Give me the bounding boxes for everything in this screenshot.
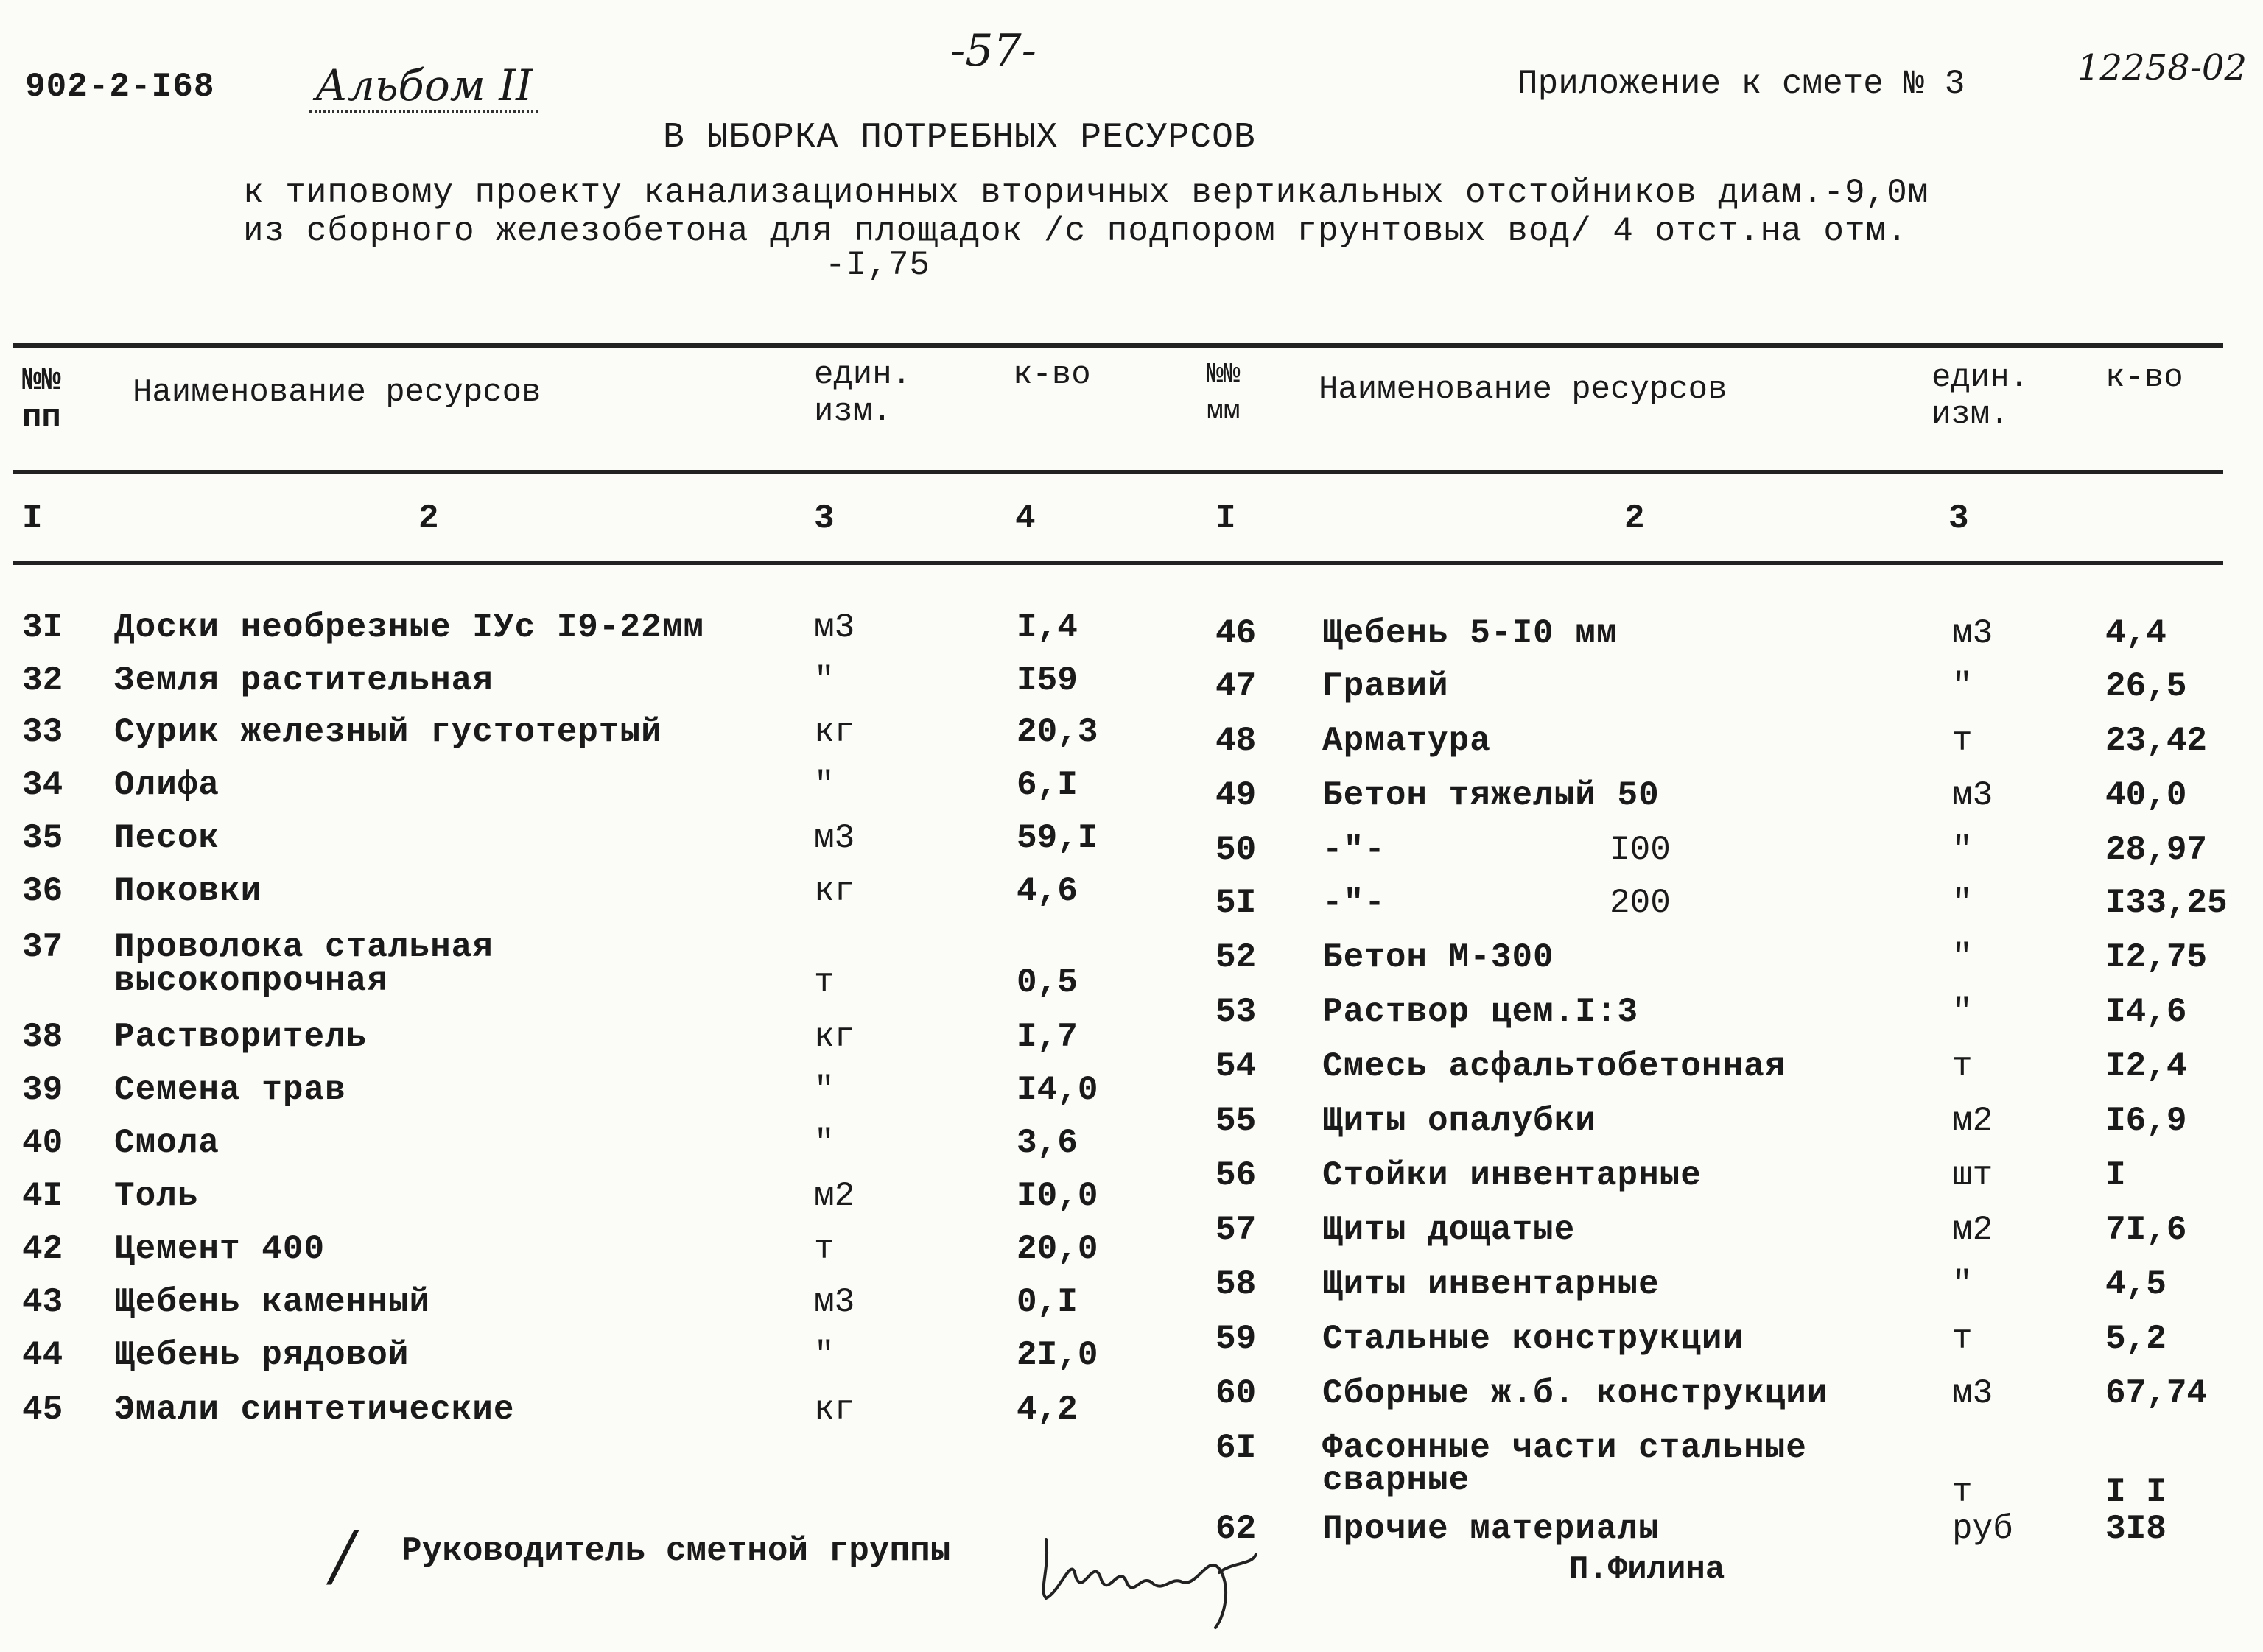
table-row-name: Щебень каменный (114, 1283, 431, 1321)
table-row-unit: т (1952, 1473, 1973, 1511)
col-header-qty-left: к-во (1013, 356, 1091, 393)
table-row-number: 43 (22, 1283, 63, 1321)
table-row-number: 59 (1215, 1320, 1257, 1358)
table-row-name: Фасонные части стальные (1322, 1429, 1807, 1467)
table-row-unit: м2 (1952, 1211, 1993, 1249)
table-row-number: 40 (22, 1124, 63, 1162)
col-header-num-left: №№ пп (22, 362, 61, 436)
colnum-1: I (22, 499, 43, 538)
table-row-number: 53 (1215, 993, 1257, 1031)
table-row-quantity: 67,74 (2105, 1374, 2208, 1413)
table-row-name: Земля растительная (114, 661, 494, 700)
table-row-number: 58 (1215, 1265, 1257, 1304)
table-row-number: 60 (1215, 1374, 1257, 1413)
colnum-3: 3 (814, 499, 835, 538)
table-row-number: 48 (1215, 722, 1257, 760)
table-row-name: Щебень рядовой (114, 1336, 410, 1374)
table-row-grade: 200 (1610, 884, 1671, 922)
table-row-name: Раствор цем.I:3 (1322, 993, 1639, 1031)
table-row-quantity: I,7 (1017, 1018, 1078, 1056)
table-row-unit: м3 (1952, 614, 1993, 653)
document-number: 12258-02 (2077, 47, 2247, 88)
table-row-quantity: 59,I (1017, 819, 1098, 857)
document-title: В ЫБОРКА ПОТРЕБНЫХ РЕСУРСОВ (663, 118, 1256, 158)
table-row-number: 37 (22, 928, 63, 966)
table-row-name: Сурик железный густотертый (114, 713, 662, 751)
table-row-name: Щебень 5-I0 мм (1322, 614, 1618, 653)
table-row-number: 32 (22, 661, 63, 700)
table-row-quantity: I33,25 (2105, 884, 2228, 922)
table-row-name: Стальные конструкции (1322, 1320, 1744, 1358)
table-row-unit: шт (1952, 1156, 1993, 1195)
col-header-qty-right: к-во (2105, 359, 2183, 396)
table-row-quantity: I6,9 (2105, 1102, 2187, 1140)
col-header-num-right: №№ мм (1207, 359, 1241, 427)
table-row-quantity: 40,0 (2105, 776, 2187, 815)
table-row-unit: т (1952, 1320, 1973, 1358)
table-row-number: 4I (22, 1177, 63, 1215)
table-row-quantity: 6,I (1017, 766, 1078, 804)
table-row-quantity: I4,6 (2105, 993, 2187, 1031)
table-row-quantity: I0,0 (1017, 1177, 1098, 1215)
table-row-unit: м3 (814, 1283, 855, 1321)
table-row-quantity: 26,5 (2105, 667, 2187, 706)
table-row-quantity: 4,2 (1017, 1391, 1078, 1429)
subtitle-line-3: -I,75 (825, 246, 931, 284)
table-row-quantity: I4,0 (1017, 1071, 1098, 1109)
table-row-name: Щиты дощатые (1322, 1211, 1576, 1249)
table-row-quantity: 28,97 (2105, 831, 2208, 869)
table-row-name: Доски необрезные IУс I9-22мм (114, 608, 704, 647)
table-row-number: 62 (1215, 1510, 1257, 1548)
table-row-number: 38 (22, 1018, 63, 1056)
colnum-5: I (1215, 499, 1236, 538)
table-row-number: 46 (1215, 614, 1257, 653)
table-row-number: 49 (1215, 776, 1257, 815)
table-top-rule (13, 343, 2223, 348)
table-row-number: 35 (22, 819, 63, 857)
subtitle-line-2: из сборного железобетона для площадок /с подпором грунтовых вод/ 4 отст.на отм. (243, 212, 1908, 250)
signature-label: Руководитель сметной группы (401, 1532, 951, 1570)
table-row-unit: кг (814, 1018, 855, 1056)
table-row-number: 55 (1215, 1102, 1257, 1140)
table-row-name: Стойки инвентарные (1322, 1156, 1702, 1195)
table-row-quantity: 20,3 (1017, 713, 1098, 751)
table-row-name: Растворитель (114, 1018, 368, 1056)
table-row-unit: м3 (1952, 776, 1993, 815)
table-row-name-continued: высокопрочная (114, 962, 388, 1000)
col-header-unit-left: един. изм. (814, 356, 912, 430)
table-row-unit: кг (814, 872, 855, 910)
table-row-unit: т (814, 963, 835, 1002)
table-row-unit: " (814, 661, 835, 700)
table-row-unit: " (1952, 667, 1973, 706)
table-row-name: Бетон тяжелый 50 (1322, 776, 1660, 815)
table-row-quantity: I59 (1017, 661, 1078, 700)
subtitle-line-1: к типовому проекту канализационных вторичных вертикальных отстойников диам.-9,0м (243, 174, 1929, 212)
table-row-quantity: I,4 (1017, 608, 1078, 647)
table-row-name: Семена трав (114, 1071, 346, 1109)
table-header-rule (13, 470, 2223, 474)
table-row-unit: м2 (1952, 1102, 1993, 1140)
table-row-quantity: 7I,6 (2105, 1211, 2187, 1249)
page-number: -57- (950, 25, 1036, 77)
table-row-name: Арматура (1322, 722, 1491, 760)
table-row-number: 54 (1215, 1047, 1257, 1086)
table-row-name: Сборные ж.б. конструкции (1322, 1374, 1828, 1413)
table-row-quantity: 4,6 (1017, 872, 1078, 910)
table-row-quantity: I2,75 (2105, 938, 2208, 977)
table-row-name: Бетон М-300 (1322, 938, 1554, 977)
table-row-name: Проволока стальная (114, 928, 494, 966)
table-row-name-continued: сварные (1322, 1461, 1470, 1500)
table-row-unit: " (1952, 1265, 1973, 1304)
table-row-number: 34 (22, 766, 63, 804)
table-row-number: 52 (1215, 938, 1257, 977)
table-row-grade: I00 (1610, 831, 1671, 869)
table-row-unit: " (814, 1124, 835, 1162)
table-row-unit: " (1952, 938, 1973, 977)
col-header-name-right: Наименование ресурсов (1319, 371, 1727, 408)
col-header-unit-right: един. изм. (1932, 359, 2029, 433)
table-row-number: 44 (22, 1336, 63, 1374)
table-row-unit: " (1952, 884, 1973, 922)
table-row-number: 39 (22, 1071, 63, 1109)
table-row-name: Толь (114, 1177, 199, 1215)
colnum-7: 3 (1948, 499, 1969, 538)
table-row-unit: " (1952, 831, 1973, 869)
table-row-number: 56 (1215, 1156, 1257, 1195)
table-row-quantity: 5,2 (2105, 1320, 2166, 1358)
table-row-name: -"- (1322, 831, 1386, 869)
table-row-quantity: 4,4 (2105, 614, 2166, 653)
table-row-number: 50 (1215, 831, 1257, 869)
table-row-unit: руб (1952, 1510, 2013, 1548)
table-row-unit: " (814, 1336, 835, 1374)
table-row-number: 45 (22, 1391, 63, 1429)
table-row-number: 36 (22, 872, 63, 910)
signature-slash-mark: / (331, 1517, 354, 1595)
table-row-name: Смесь асфальтобетонная (1322, 1047, 1786, 1086)
table-row-quantity: 3,6 (1017, 1124, 1078, 1162)
handwritten-signature (1031, 1510, 1274, 1635)
table-row-quantity: 23,42 (2105, 722, 2208, 760)
table-row-number: 42 (22, 1230, 63, 1268)
table-row-name: Гравий (1322, 667, 1449, 706)
signatory-name: П.Филина (1569, 1551, 1725, 1588)
table-row-quantity: 20,0 (1017, 1230, 1098, 1268)
table-row-number: 3I (22, 608, 63, 647)
table-row-quantity: 2I,0 (1017, 1336, 1098, 1374)
table-row-unit: " (814, 1071, 835, 1109)
document-code: 902-2-I68 (25, 68, 215, 106)
table-row-unit: м3 (1952, 1374, 1993, 1413)
table-row-quantity: 4,5 (2105, 1265, 2166, 1304)
table-row-unit: м3 (814, 608, 855, 647)
table-row-name: Цемент 400 (114, 1230, 326, 1268)
table-row-number: 6I (1215, 1429, 1257, 1467)
table-row-unit: м3 (814, 819, 855, 857)
table-row-unit: кг (814, 1391, 855, 1429)
table-row-name: Прочие материалы (1322, 1510, 1660, 1548)
table-row-number: 5I (1215, 884, 1257, 922)
table-row-number: 33 (22, 713, 63, 751)
table-row-quantity: I I (2105, 1473, 2166, 1511)
table-row-unit: кг (814, 713, 855, 751)
table-row-quantity: I (2105, 1156, 2126, 1195)
table-row-unit: м2 (814, 1177, 855, 1215)
table-row-unit: " (1952, 993, 1973, 1031)
table-row-name: Эмали синтетические (114, 1391, 515, 1429)
col-header-name-left: Наименование ресурсов (133, 374, 541, 411)
table-row-name: Смола (114, 1124, 220, 1162)
table-row-unit: т (1952, 722, 1973, 760)
table-row-unit: т (814, 1230, 835, 1268)
table-row-name: Песок (114, 819, 220, 857)
table-row-unit: т (1952, 1047, 1973, 1086)
table-row-name: Олифа (114, 766, 220, 804)
table-row-number: 47 (1215, 667, 1257, 706)
table-row-quantity: 0,I (1017, 1283, 1078, 1321)
album-label: Альбом II (309, 60, 538, 113)
table-row-quantity: I2,4 (2105, 1047, 2187, 1086)
table-row-quantity: 3I8 (2105, 1510, 2166, 1548)
table-row-quantity: 0,5 (1017, 963, 1078, 1002)
table-row-unit: " (814, 766, 835, 804)
table-colnum-rule (13, 561, 2223, 565)
table-row-number: 57 (1215, 1211, 1257, 1249)
table-row-name: -"- (1322, 884, 1386, 922)
colnum-6: 2 (1624, 499, 1645, 538)
colnum-4: 4 (1015, 499, 1036, 538)
appendix-label: Приложение к смете № 3 (1518, 65, 1965, 103)
colnum-2: 2 (418, 499, 439, 538)
table-row-name: Поковки (114, 872, 262, 910)
table-row-name: Щиты инвентарные (1322, 1265, 1660, 1304)
table-row-name: Щиты опалубки (1322, 1102, 1596, 1140)
